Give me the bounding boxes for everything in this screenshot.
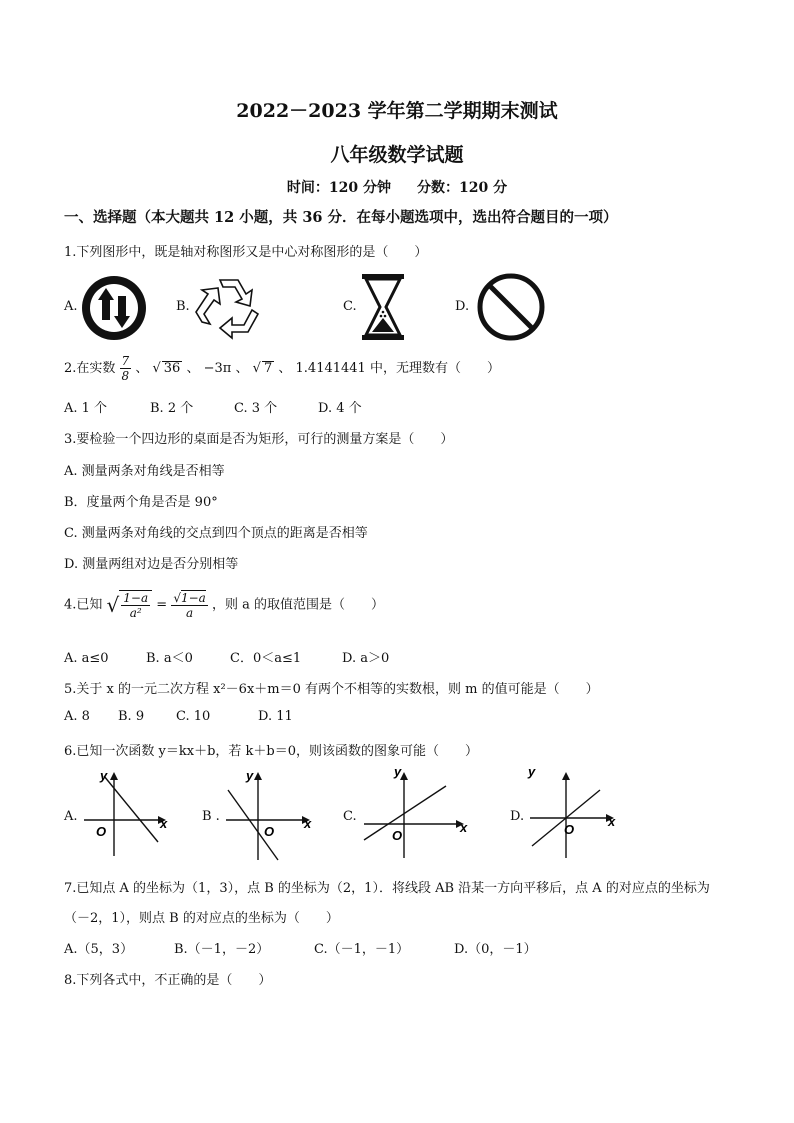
question-2-options <box>64 397 362 416</box>
svg-text:O: O <box>564 822 575 837</box>
svg-text:O: O <box>264 824 275 839</box>
exam-meta <box>0 177 794 197</box>
svg-text:O: O <box>96 824 107 839</box>
q4-option-c[interactable]: C．0＜a≤1 <box>230 651 302 666</box>
section-heading: 一、选择题（本大题共 12 小题，共 36 分．在每小题选项中，选出符合题目的一项） <box>64 209 618 226</box>
no-overtaking-sign-icon <box>80 274 148 342</box>
question-4-options <box>64 647 389 666</box>
q6-option-a-label: A. <box>64 809 78 824</box>
recycle-symbol-icon <box>192 272 268 340</box>
q4-rhs-fraction: $\frac{√1-a}{a}$ <box>173 590 206 620</box>
q2-option-b[interactable]: B. 2 个 <box>150 401 194 416</box>
q4-lhs-radical: $\frac{1-a}{\text{a²}}$ <box>119 590 152 620</box>
exam-title: 2022－2023 学年第二学期期末测试 <box>236 100 558 122</box>
question-1-stem: 1.下列图形中，既是轴对称图形又是中心对称图形的是（ ） <box>64 245 428 260</box>
q5-option-d[interactable]: D. 11 <box>258 709 293 724</box>
exam-subtitle: 八年级数学试题 <box>330 144 464 166</box>
q6-graph-b[interactable] <box>222 766 318 862</box>
q1-option-d-label: D. <box>455 299 470 314</box>
q1-option-a-label: A. <box>64 299 78 314</box>
q4-option-b[interactable]: B. a＜0 <box>146 651 193 666</box>
q1-option-b-label: B. <box>176 299 190 314</box>
question-7-line-2: （－2，1），则点 B 的对应点的坐标为（ ） <box>64 911 339 926</box>
svg-text:y: y <box>246 768 254 783</box>
q7-option-d[interactable]: D.（0，－1） <box>454 942 537 957</box>
q6-option-c-label: C. <box>343 809 357 824</box>
svg-text:x: x <box>460 820 468 835</box>
q7-option-a[interactable]: A.（5，3） <box>64 942 134 957</box>
question-5-stem: 5.关于 x 的一元二次方程 x²－6x＋m＝0 有两个不相等的实数根，则 m 的值可能是（ ） <box>64 682 599 697</box>
q6-graph-c[interactable] <box>360 764 472 860</box>
exam-score: 分数：120 分 <box>417 180 508 196</box>
q2-option-d[interactable]: D. 4 个 <box>318 401 362 416</box>
q3-option-b[interactable]: B．度量两个角是否是 90° <box>64 495 218 510</box>
question-6-stem: 6.已知一次函数 y＝kx＋b，若 k＋b＝0，则该函数的图象可能（ ） <box>64 744 479 759</box>
q6-option-b-label: B . <box>202 809 220 824</box>
svg-text:x: x <box>160 816 168 831</box>
q6-option-d-label: D. <box>510 809 525 824</box>
fraction-seven-eighths: $\frac{7}{8}$ <box>121 354 130 383</box>
question-2-stem: 2.在实数 $\frac{7}{8}$ 、 √ 36 、 −3π 、 √ 7 、 1.4141441 中，无理数有（ ） <box>64 354 500 383</box>
question-8-stem: 8.下列各式中，不正确的是（ ） <box>64 973 272 988</box>
q3-option-d[interactable]: D. 测量两组对边是否分别相等 <box>64 557 239 572</box>
svg-text:x: x <box>608 814 616 829</box>
q4-option-a[interactable]: A. a≤0 <box>64 651 109 666</box>
q2-option-c[interactable]: C. 3 个 <box>234 401 278 416</box>
question-3-stem: 3.要检验一个四边形的桌面是否为矩形，可行的测量方案是（ ） <box>64 432 454 447</box>
q2-option-a[interactable]: A. 1 个 <box>64 401 108 416</box>
q5-option-a[interactable]: A. 8 <box>64 709 90 724</box>
q6-graph-a[interactable] <box>80 766 172 858</box>
exam-time: 时间：120 分钟 <box>286 180 391 196</box>
q1-option-c-label: C. <box>343 299 357 314</box>
svg-text:y: y <box>528 764 536 779</box>
q7-option-c[interactable]: C.（－1，－1） <box>314 942 410 957</box>
svg-text:O: O <box>392 828 403 843</box>
q6-graph-d[interactable] <box>526 764 618 860</box>
question-7-line-1: 7.已知点 A 的坐标为（1，3），点 B 的坐标为（2，1）．将线段 AB 沿某一方向平移后，点 A 的对应点的坐标为 <box>64 881 710 896</box>
prohibition-sign-icon <box>476 272 546 342</box>
q5-option-c[interactable]: C. 10 <box>176 709 211 724</box>
q7-option-b[interactable]: B.（－1，－2） <box>174 942 270 957</box>
svg-text:y: y <box>100 768 108 783</box>
q3-option-c[interactable]: C. 测量两条对角线的交点到四个顶点的距离是否相等 <box>64 526 368 541</box>
q4-option-d[interactable]: D. a＞0 <box>342 651 390 666</box>
svg-text:x: x <box>304 816 312 831</box>
question-4-stem: 4.已知 √ $\frac{1-a}{\text{a²}}$ = $\frac{√1-a}{a}$ ，则 a 的取值范围是（ ） <box>64 590 384 620</box>
svg-text:y: y <box>394 764 402 779</box>
question-7-options <box>64 938 537 957</box>
q3-option-a[interactable]: A. 测量两条对角线是否相等 <box>64 464 225 479</box>
question-5-options <box>64 709 293 724</box>
q5-option-b[interactable]: B. 9 <box>118 709 145 724</box>
hourglass-icon <box>362 274 404 340</box>
